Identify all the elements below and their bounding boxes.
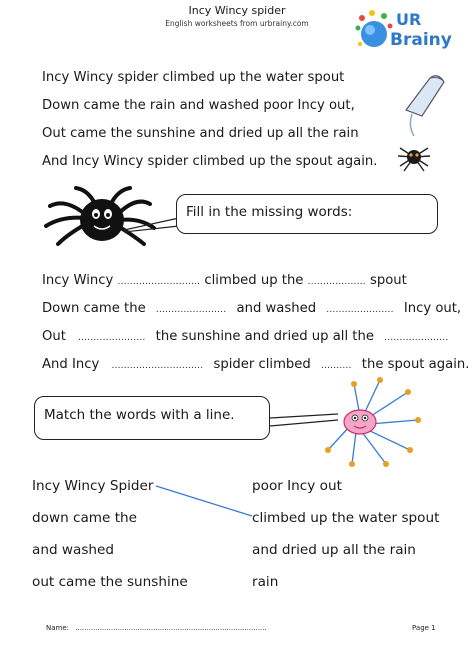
rhyme-line-4: And Incy Wincy spider climbed up the spout again. (42, 154, 378, 169)
fill-line-1 (42, 273, 407, 288)
worksheet-subtitle: English worksheets from urbrainy.com (165, 19, 309, 28)
match-right-4[interactable]: rain (252, 574, 279, 590)
fill-line-2 (42, 301, 461, 316)
match-instruction-text: Match the words with a line. (44, 407, 235, 423)
colorful-spider-illustration (268, 374, 452, 470)
fill-line-2-part-2: and washed (236, 301, 317, 316)
fill-in-instruction-bubble (176, 194, 438, 234)
fill-line-3 (42, 329, 448, 344)
page-number: Page 1 (412, 624, 436, 632)
rhyme-line-3: Out came the sunshine and dried up all the rain (42, 126, 359, 141)
fill-in-instruction-text: Fill in the missing words: (186, 204, 353, 220)
match-left-1[interactable]: Incy Wincy Spider (32, 478, 154, 494)
fill-line-4-blank-2[interactable]: .......... (320, 361, 352, 371)
name-label: Name: (46, 624, 70, 632)
fill-line-2-blank-2[interactable]: ...................... (326, 305, 394, 315)
example-match-line (150, 480, 260, 522)
match-left-3[interactable]: and washed (32, 542, 115, 558)
small-spider-illustration (394, 140, 434, 174)
match-instruction-bubble (34, 396, 270, 440)
fill-line-1-part-2: climbed up the (204, 273, 304, 288)
name-field[interactable] (46, 624, 267, 632)
fill-line-4-part-3: the spout again. (361, 357, 470, 372)
fill-line-2-blank-1[interactable]: ....................... (155, 305, 227, 315)
fill-line-4-part-1: And Incy (42, 357, 100, 372)
fill-line-4 (42, 357, 469, 372)
rhyme-line-1: Incy Wincy spider climbed up the water spout (42, 70, 345, 85)
fill-line-1-part-3: spout (370, 273, 407, 288)
name-dots[interactable]: ...................................................................................... (75, 624, 267, 632)
fill-line-3-part-1: Out (42, 329, 66, 344)
fill-line-4-part-2: spider climbed (213, 357, 311, 372)
match-left-4[interactable]: out came the sunshine (32, 574, 188, 590)
fill-line-2-part-1: Down came the (42, 301, 146, 316)
fill-line-3-blank-1[interactable]: ...................... (78, 333, 146, 343)
worksheet-title: Incy Wincy spider (188, 4, 286, 17)
fill-line-2-part-3: Incy out, (403, 301, 462, 316)
match-left-2[interactable]: down came the (32, 510, 138, 526)
fill-line-4-blank-1[interactable]: .............................. (111, 361, 204, 371)
match-right-3[interactable]: and dried up all the rain (252, 542, 416, 558)
logo-text-brainy: Brainy (390, 30, 452, 50)
logo-text-ur: UR (396, 10, 422, 29)
match-right-2[interactable]: climbed up the water spout (252, 510, 440, 526)
water-spout-illustration (396, 72, 448, 142)
urbrainy-logo (352, 4, 450, 60)
fill-line-1-blank-1[interactable]: ........................... (117, 277, 201, 287)
rhyme-line-2: Down came the rain and washed poor Incy out, (42, 98, 355, 113)
fill-line-1-part-1: Incy Wincy (42, 273, 114, 288)
fill-line-3-part-2: the sunshine and dried up all the (155, 329, 374, 344)
fill-line-3-blank-2[interactable]: ..................... (384, 333, 449, 343)
match-right-1[interactable]: poor Incy out (252, 478, 342, 494)
fill-line-1-blank-2[interactable]: ................... (307, 277, 366, 287)
